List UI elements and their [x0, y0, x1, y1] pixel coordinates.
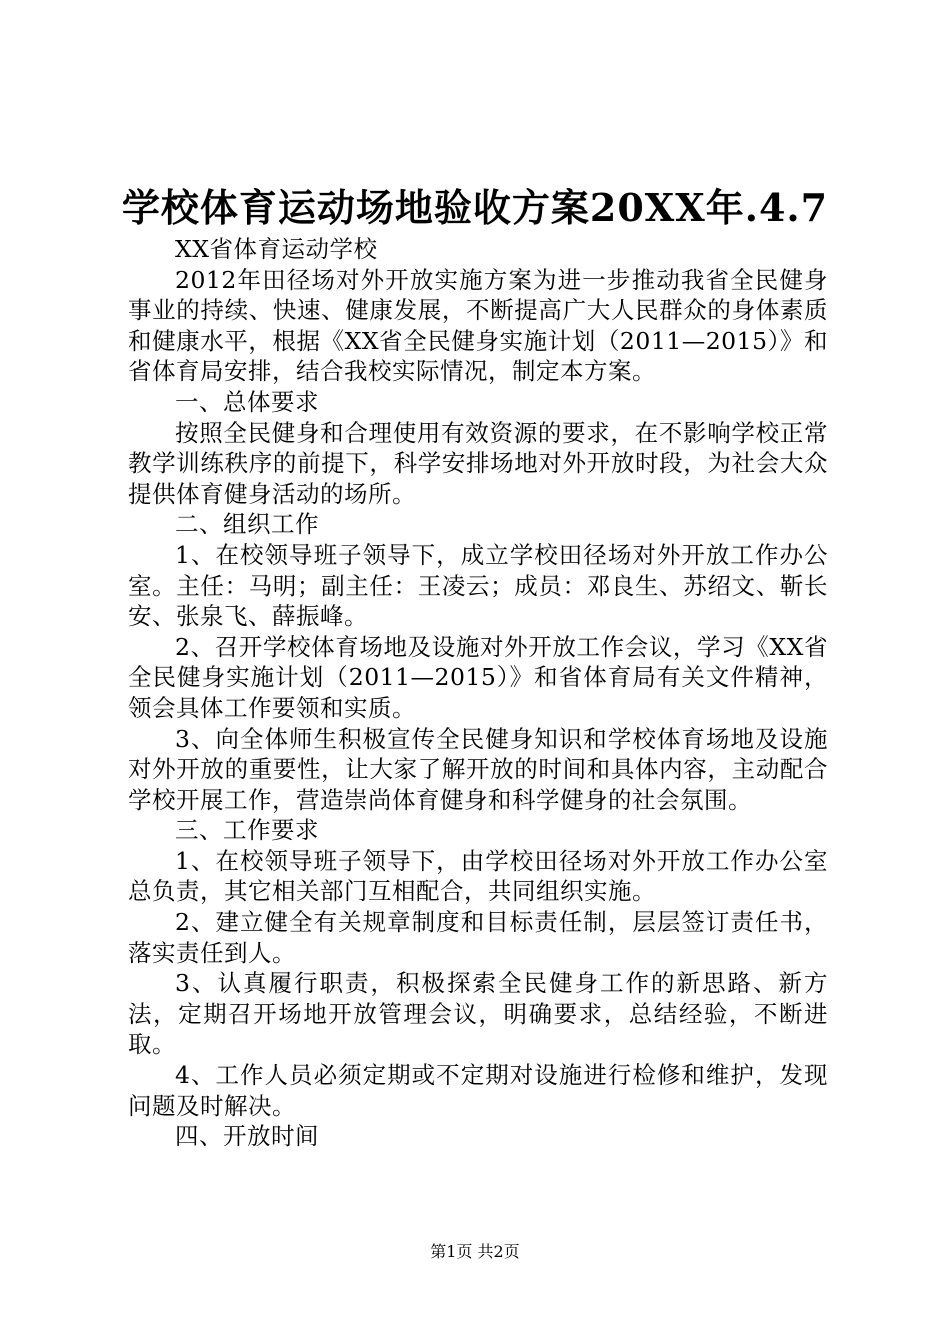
section-2-item-2: 2、召开学校体育场地及设施对外开放工作会议，学习《XX省全民健身实施计划（2011—2015）》和省体育局有关文件精神，领会具体工作要领和实质。	[128, 632, 828, 722]
section-heading-1: 一、总体要求	[175, 387, 319, 416]
section-heading-2: 二、组织工作	[175, 510, 319, 539]
document-body	[128, 234, 828, 1152]
section-3-item-2: 2、建立健全有关规章制度和目标责任制，层层签订责任书，落实责任到人。	[128, 908, 828, 967]
section-2-item-1: 1、在校领导班子领导下，成立学校田径场对外开放工作办公室。主任：马明；副主任：王凌云；成员：邓良生、苏绍文、靳长安、张泉飞、薛振峰。	[128, 540, 828, 631]
school-name: XX省体育运动学校	[175, 235, 378, 263]
section-3-item-3: 3、认真履行职责，积极探索全民健身工作的新思路、新方法，定期召开场地开放管理会议，明确要求，总结经验，不断进取。	[128, 969, 828, 1059]
intro-paragraph: 2012年田径场对外开放实施方案为进一步推动我省全民健身事业的持续、快速、健康发展，不断提高广大人民群众的身体素质和健康水平，根据《XX省全民健身实施计划（2011—2015）》和省体育局安排，结合我校实际情况，制定本方案。	[128, 265, 828, 386]
page-number-footer: 第1页 共2页	[430, 1242, 520, 1261]
section-3-item-4: 4、工作人员必须定期或不定期对设施进行检修和维护，发现问题及时解决。	[128, 1061, 828, 1120]
section-3-item-1: 1、在校领导班子领导下，由学校田径场对外开放工作办公室总负责，其它相关部门互相配合，共同组织实施。	[128, 846, 828, 906]
document-title: 学校体育运动场地验收方案20XX年.4.7	[121, 185, 829, 230]
section-heading-4: 四、开放时间	[175, 1122, 319, 1151]
section-2-item-3: 3、向全体师生积极宣传全民健身知识和学校体育场地及设施对外开放的重要性，让大家了解开放的时间和具体内容，主动配合学校开展工作，营造崇尚体育健身和科学健身的社会氛围。	[128, 724, 828, 814]
section-heading-3: 三、工作要求	[175, 816, 319, 845]
section-1-paragraph: 按照全民健身和合理使用有效资源的要求，在不影响学校正常教学训练秩序的前提下，科学安排场地对外开放时段，为社会大众提供体育健身活动的场所。	[128, 418, 828, 508]
